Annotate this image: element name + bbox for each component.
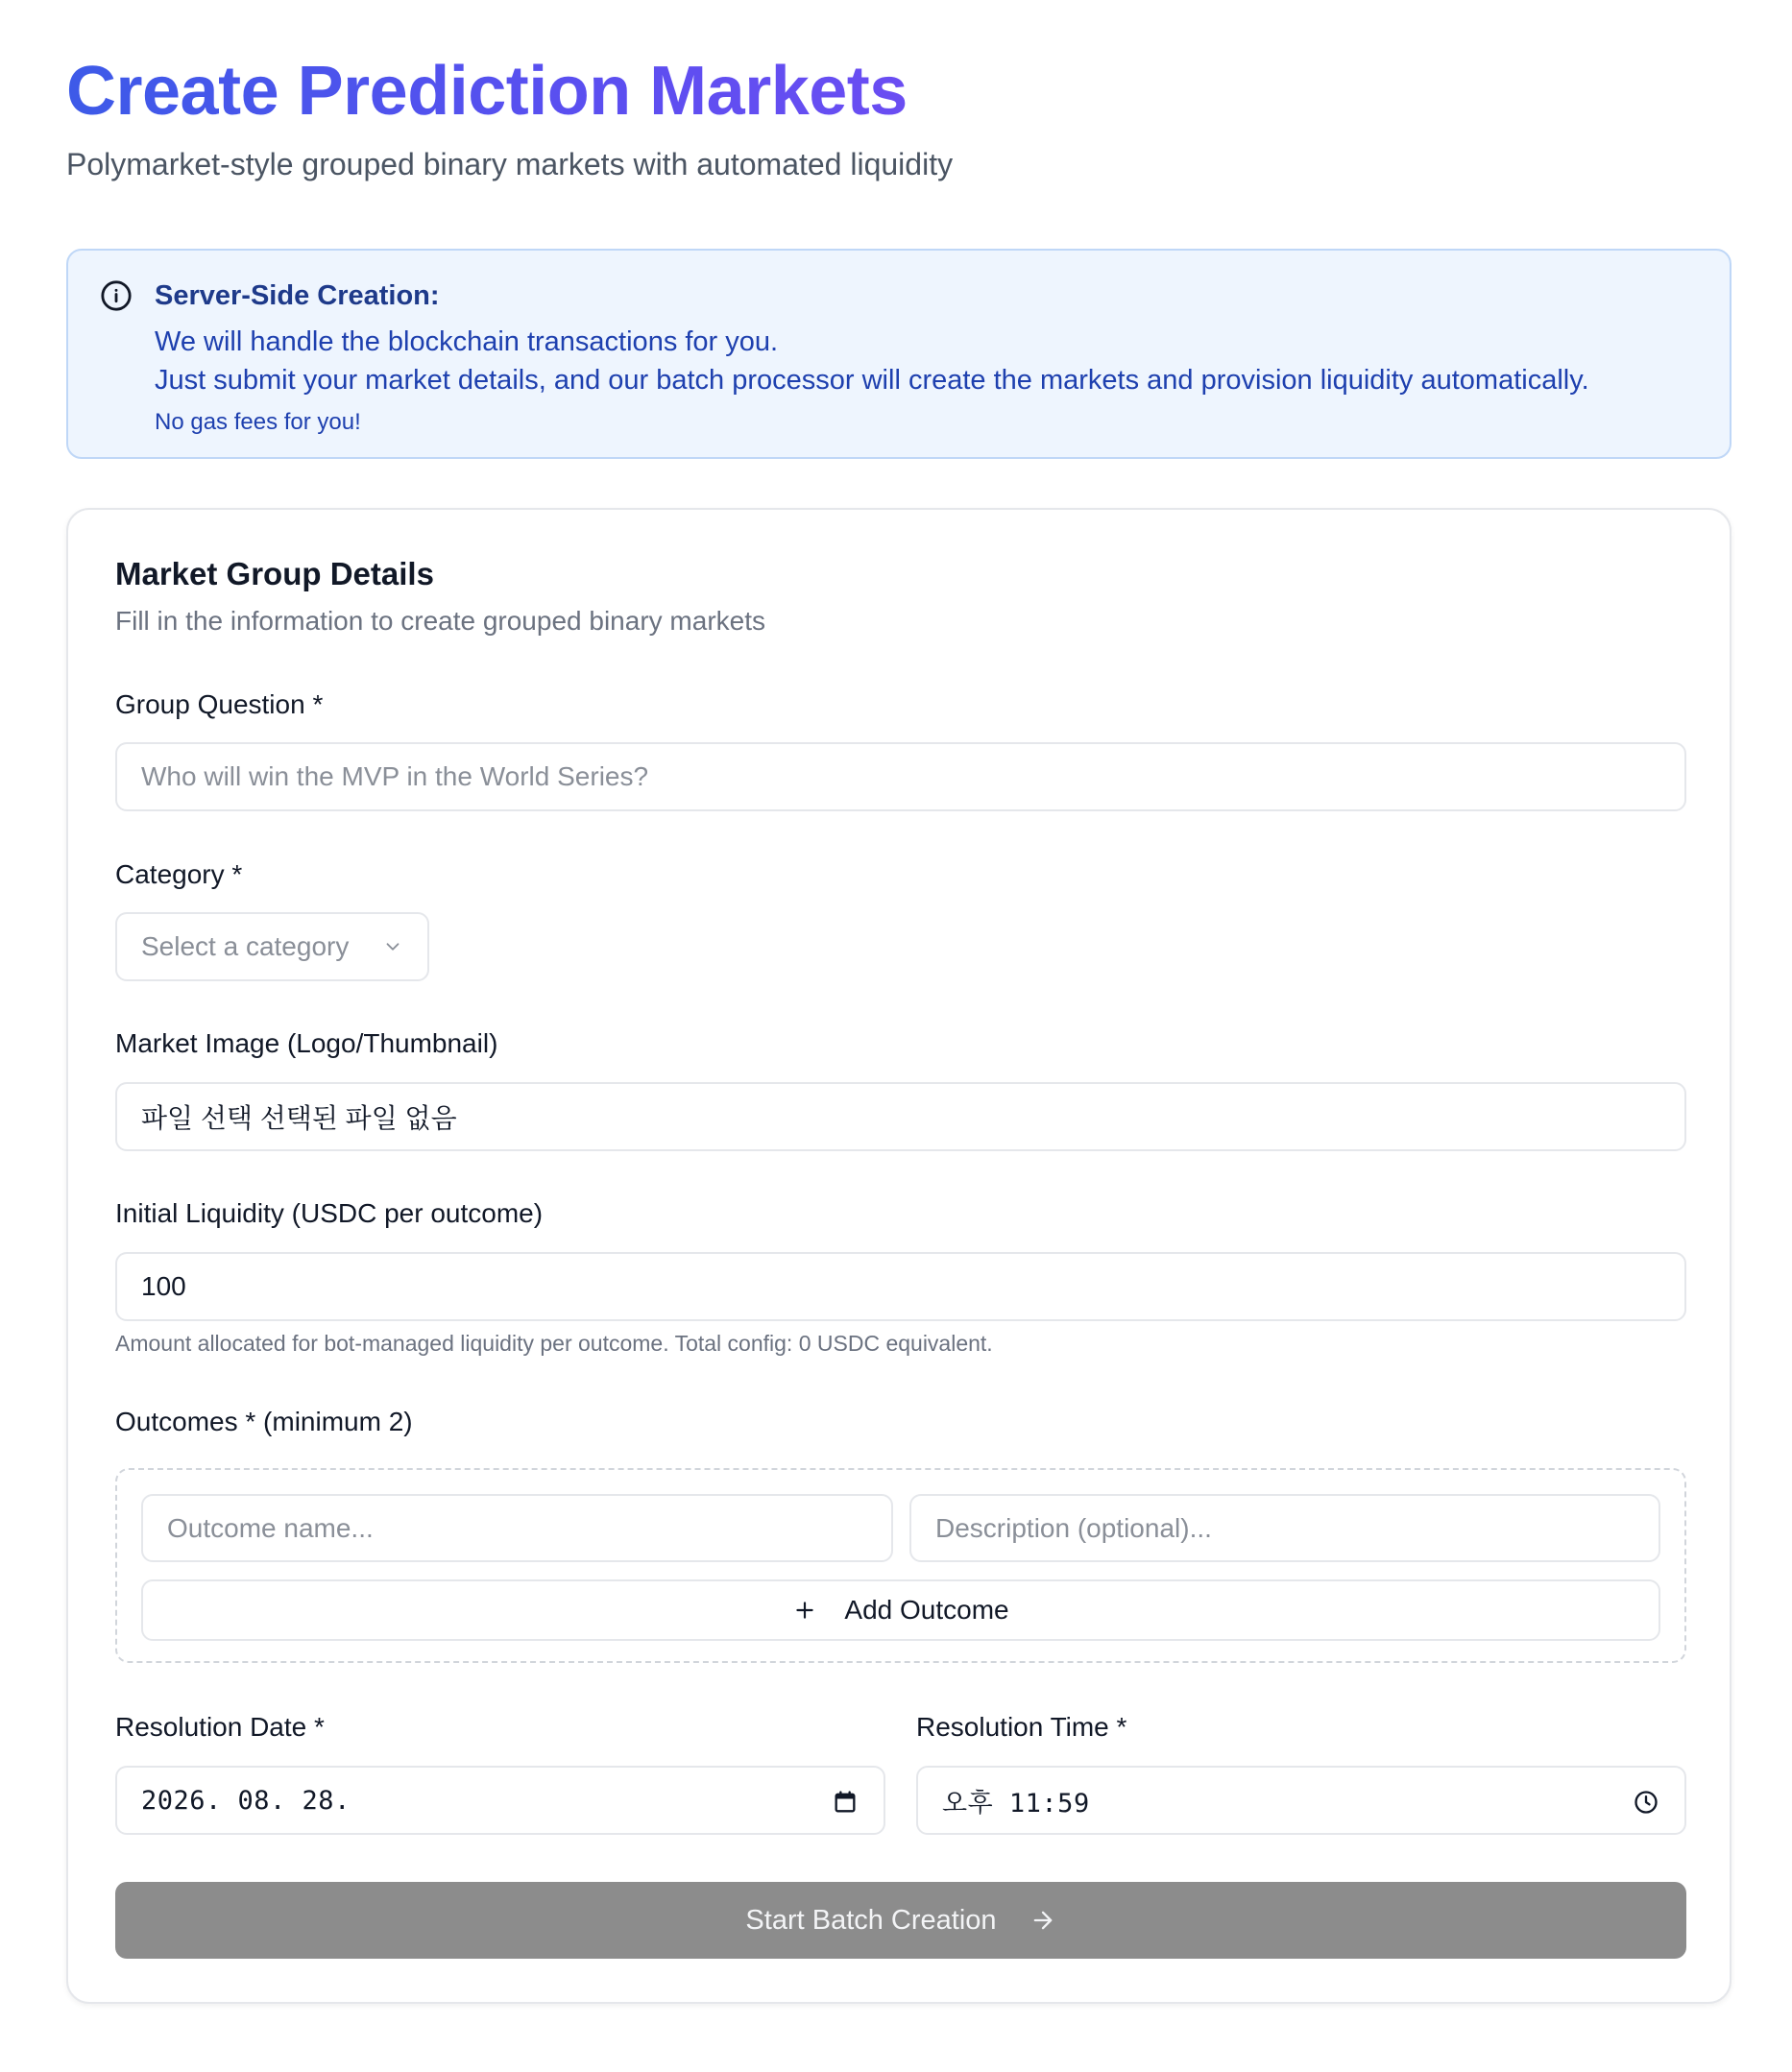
info-banner [66,249,1731,459]
resolution-date-value: 2026. 08. 28. [141,1785,351,1816]
initial-liquidity-input[interactable]: 100 [115,1252,1686,1321]
chevron-down-icon [382,936,403,957]
outcome-description-input[interactable]: Description (optional)... [909,1494,1660,1562]
page-title: Create Prediction Markets [66,48,908,134]
resolution-time-input[interactable] [916,1766,1686,1835]
group-question-label: Group Question * [115,689,324,719]
resolution-time-label: Resolution Time * [916,1712,1127,1742]
outcomes-container [115,1468,1686,1663]
start-batch-creation-label: Start Batch Creation [745,1904,997,1936]
add-outcome-label: Add Outcome [844,1595,1009,1625]
resolution-date-label: Resolution Date * [115,1712,325,1742]
start-batch-creation-button[interactable] [115,1882,1686,1959]
info-banner-title: Server-Side Creation: [155,280,440,311]
market-group-form-card [66,508,1731,2004]
info-banner-line-1: We will handle the blockchain transactions for you. [155,326,779,357]
calendar-icon[interactable] [832,1789,859,1816]
initial-liquidity-help-text: Amount allocated for bot-managed liquidity per outcome. Total config: 0 USDC equivalent. [115,1331,993,1356]
info-banner-line-2: Just submit your market details, and our batch processor will create the markets and provision liquidity automatically. [155,365,1589,396]
add-outcome-button[interactable] [141,1579,1660,1641]
initial-liquidity-label: Initial Liquidity (USDC per outcome) [115,1198,544,1228]
market-image-label: Market Image (Logo/Thumbnail) [115,1028,498,1058]
outcome-name-input[interactable]: Outcome name... [141,1494,893,1562]
info-circle-icon [100,279,133,312]
form-title: Market Group Details [115,556,434,591]
category-select[interactable] [115,912,429,981]
market-image-file-input[interactable]: 파일 선택 선택된 파일 없음 [115,1082,1686,1151]
arrow-right-icon [1029,1907,1056,1934]
clock-icon[interactable] [1633,1789,1659,1816]
page-subtitle: Polymarket-style grouped binary markets with automated liquidity [66,147,954,181]
outcomes-label: Outcomes * (minimum 2) [115,1407,413,1436]
resolution-date-input[interactable] [115,1766,885,1835]
group-question-input[interactable]: Who will win the MVP in the World Series? [115,742,1686,811]
category-label: Category * [115,859,243,889]
resolution-time-value: 오후 11:59 [942,1788,1090,1819]
form-description: Fill in the information to create grouped binary markets [115,606,765,636]
plus-icon [792,1598,817,1623]
info-banner-note: No gas fees for you! [155,409,361,435]
category-select-value: Select a category [141,931,350,961]
